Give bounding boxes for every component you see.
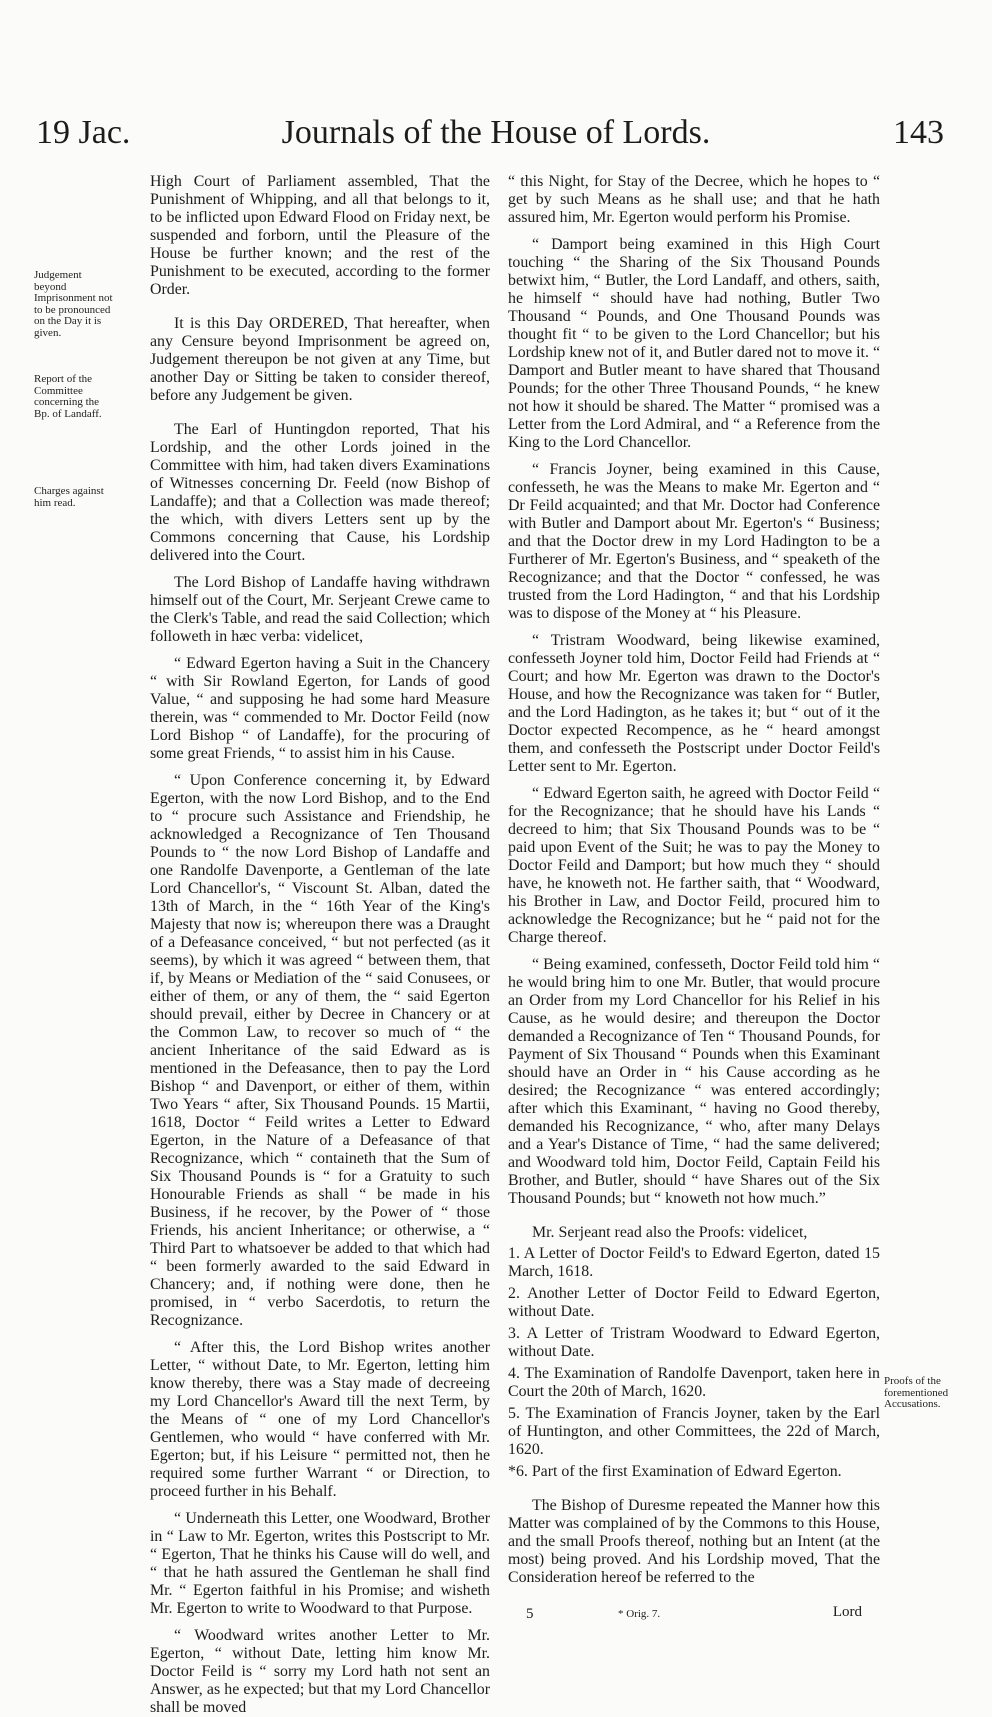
regnal-year: 19 Jac.: [36, 114, 131, 151]
proofs-list: [508, 1245, 880, 1481]
paragraph: “ Edward Egerton having a Suit in the Chancery “ with Sir Rowland Egerton, for Lands of good Value, “ and supposing he had some hard Measure therein, was “ commended to Mr. Doctor Feild (now Lord Bishop “ of Landaffe), for the procuring of some great Friends, “ to assist him in his Cause.: [150, 655, 490, 762]
paragraph: “ this Night, for Stay of the Decree, which he hopes to “ get by such Means as he shall use; and that he hath assured him, Mr. Egerton would perform his Promise.: [508, 173, 880, 226]
list-item: 3. A Letter of Tristram Woodward to Edward Egerton, without Date.: [508, 1325, 880, 1360]
journal-title: Journals of the House of Lords.: [281, 114, 711, 151]
paragraph: “ Francis Joyner, being examined in this Cause, confesseth, he was the Means to make Mr. Egerton and “ Dr Feild acquainted; and that Mr. Doctor had Conference with Butler and Damport about Mr. Egerton's “ Business; and that the Doctor drew in my Lord Hadington to be a Furtherer of Mr. Egerton's Business, and “ speaketh of the Recognizance; and that the Doctor “ confessed, he was trusted from the Lord Hadington, “ and that his Lordship was to dispose of the Money at “ his Pleasure.: [508, 461, 880, 622]
paragraph: It is this Day ORDERED, That hereafter, when any Censure beyond Imprisonment be agreed on, Judgement thereupon be not given at any Time, but another Day or Sitting be taken to consider thereof, before any Judgement be given.: [150, 315, 490, 404]
paragraph: The Bishop of Duresme repeated the Manner how this Matter was complained of by the Commons to this House, and the small Proofs thereof, nothing but an Intent (at the most) being proved. And his Lordship moved, That the Consideration hereof be referred to the: [508, 1497, 880, 1586]
margin-note-proofs: Proofs of the forementioned Accusations.: [884, 1375, 949, 1410]
list-item: 2. Another Letter of Doctor Feild to Edward Egerton, without Date.: [508, 1285, 880, 1320]
margin-note-report: Report of the Committee concerning the Bp. of Landaff.: [34, 373, 102, 420]
paragraph: High Court of Parliament assembled, That the Punishment of Whipping, and all that belongs to it, to be inflicted upon Edward Flood on Friday next, be suspended and forborn, until the Pleasure of the House be further known; and the rest of the Punishment to be executed, according to the former Order.: [150, 173, 490, 298]
page-number: 143: [893, 114, 944, 151]
margin-note-judgement: Judgement beyond Imprisonment not to be pronounced on the Day it is given.: [34, 269, 113, 339]
margin-note-charges: Charges against him read.: [34, 485, 104, 509]
running-header: [0, 114, 992, 162]
paragraph: The Earl of Huntingdon reported, That his Lordship, and the other Lords joined in the Committee with him, had taken divers Examinations of Witnesses concerning Dr. Feeld (now Bishop of Landaffe); and that a Collection was made thereof; the which, with divers Letters sent up by the Commons concerning that Cause, his Lordship delivered into the Court.: [150, 421, 490, 564]
paragraph: “ Being examined, confesseth, Doctor Feild told him “ he would bring him to one Mr. Butler, that would procure an Order from my Lord Chancellor for his Relief in his Cause, as he would desire; and thereupon the Doctor demanded a Recognizance of Ten “ Thousand Pounds, for Payment of Six Thousand “ Pounds when this Examinant should have an Order in “ his Cause according as he desired; the Recognizance “ was entered accordingly; after which this Examinant, “ having no Good thereby, demanded his Recognizance, “ who, after many Delays and a Year's Distance of Time, “ had the same delivered; and Woodward told him, Doctor Feild, Captain Feild his Brother, and Butler, should “ have Shares out of the Six Thousand Pounds; but “ knoweth not how much.”: [508, 956, 880, 1207]
paragraph: Mr. Serjeant read also the Proofs: videlicet,: [532, 1224, 808, 1241]
list-item: 5. The Examination of Francis Joyner, taken by the Earl of Huntington, and other Committees, the 22d of March, 1620.: [508, 1405, 880, 1458]
catchword: Lord: [832, 1604, 862, 1620]
left-column: [150, 173, 490, 1717]
signature-mark: 5: [526, 1606, 534, 1622]
footnote: * Orig. 7.: [618, 1608, 661, 1620]
page-footer: [508, 1606, 880, 1626]
paragraph: The Lord Bishop of Landaffe having withdrawn himself out of the Court, Mr. Serjeant Crewe came to the Clerk's Table, and read the said Collection; which followeth in hæc verba: videlicet,: [150, 574, 490, 645]
paragraph: “ Upon Conference concerning it, by Edward Egerton, with the now Lord Bishop, and to the End to “ procure such Assistance and Friendship, he acknowledged a Recognizance of Ten Thousand Pounds to “ the now Lord Bishop of Landaffe and one Randolfe Davenporte, a Gentleman of the late Lord Chancellor's, “ Viscount St. Alban, dated the 13th of March, in the “ 16th Year of the King's Majesty that now is; whereupon there was a Draught of a Defeasance conceived, “ but not perfected (as it seems), by which it was agreed “ between them, that if, by Means or Mediation of the “ said Conusees, or either of them, or any of them, the “ said Egerton should prevail, either by Decree in Chancery or at the Common Law, to recover so much of “ the ancient Inheritance of the said Edward as is mentioned in the Defeasance, then to pay the Lord Bishop “ and Davenport, or either of them, within Two Years “ after, Six Thousand Pounds. 15 Martii, 1618, Doctor “ Feild writes a Letter to Edward Egerton, in the Nature of a Defeasance of that Recognizance, which “ containeth that the Sum of Six Thousand Pounds is “ for a Gratuity to such Honourable Friends as shall “ be made in his Business, if he recover, by the Power of “ those Friends, his ancient Inheritance; or otherwise, a “ Third Part to whatsoever be added to that which had “ been formerly awarded to the said Edward in Chancery; and, if nothing were done, then he promised, in “ verbo Sacerdotis, to return the Recognizance.: [150, 772, 490, 1329]
right-column: [508, 173, 880, 1587]
paragraph: “ Tristram Woodward, being likewise examined, confesseth Joyner told him, Doctor Feild had Friends at “ Court; and how Mr. Egerton was drawn to the Doctor's House, and how the Recognizance was taken for “ Butler, and the Lord Hadington, as he takes it; but “ out of it the Doctor expected Recompence, as he “ heard amongst them, and confesseth the Postscript under Doctor Feild's Letter sent to Mr. Egerton.: [508, 632, 880, 775]
paragraph: “ Woodward writes another Letter to Mr. Egerton, “ without Date, letting him know Mr. Doctor Feild is “ sorry my Lord hath not sent an Answer, as he expected; but that my Lord Chancellor shall be moved: [150, 1627, 490, 1716]
paragraph: “ Edward Egerton saith, he agreed with Doctor Feild “ for the Recognizance; that he should have his Lands “ decreed to him; that Six Thousand Pounds was to be “ paid upon Event of the Suit; he was to pay the Money to Doctor Feild and Damport; but how much they “ should have, he knoweth not. He farther saith, that “ Woodward, his Brother in Law, and Doctor Feild, procured him to acknowledge the Recognizance; but he “ paid not for the Charge thereof.: [508, 785, 880, 946]
paragraph: “ Underneath this Letter, one Woodward, Brother in “ Law to Mr. Egerton, writes this Postscript to Mr. “ Egerton, That he thinks his Cause will do well, and “ that he hath assured the Gentleman he shall find Mr. “ Egerton faithful in his Promise; and wisheth Mr. Egerton to write to Woodward to that Purpose.: [150, 1510, 490, 1617]
list-item: 1. A Letter of Doctor Feild's to Edward Egerton, dated 15 March, 1618.: [508, 1245, 880, 1280]
paragraph: “ After this, the Lord Bishop writes another Letter, “ without Date, to Mr. Egerton, letting him know thereby, there was a Stay made of decreeing my Lord Chancellor's Award till the next Term, by the Means of “ one of my Lord Chancellor's Gentlemen, who would “ have conferred with Mr. Egerton; but, if his Leisure “ permitted not, then he required some further Warrant “ or Direction, to proceed further in his Behalf.: [150, 1339, 490, 1500]
paragraph: “ Damport being examined in this High Court touching “ the Sharing of the Six Thousand Pounds betwixt him, “ Butler, the Lord Landaff, and others, saith, he himself “ should have had nothing, Butler Two Thousand “ Pounds, and One Thousand Pounds was thought fit “ to be given to the Lord Chancellor; but his Lordship knew not of it, and Butler dared not to move it. “ Damport and Butler meant to have shared that Thousand Pounds; for the other Three Thousand Pounds, “ he knew not how it should be shared. The Matter “ promised was a Letter from the Lord Admiral, and “ a Reference from the King to the Lord Chancellor.: [508, 236, 880, 451]
list-item: 4. The Examination of Randolfe Davenport, taken here in Court the 20th of March, 1620.: [508, 1365, 880, 1400]
list-item: *6. Part of the first Examination of Edward Egerton.: [508, 1463, 842, 1480]
